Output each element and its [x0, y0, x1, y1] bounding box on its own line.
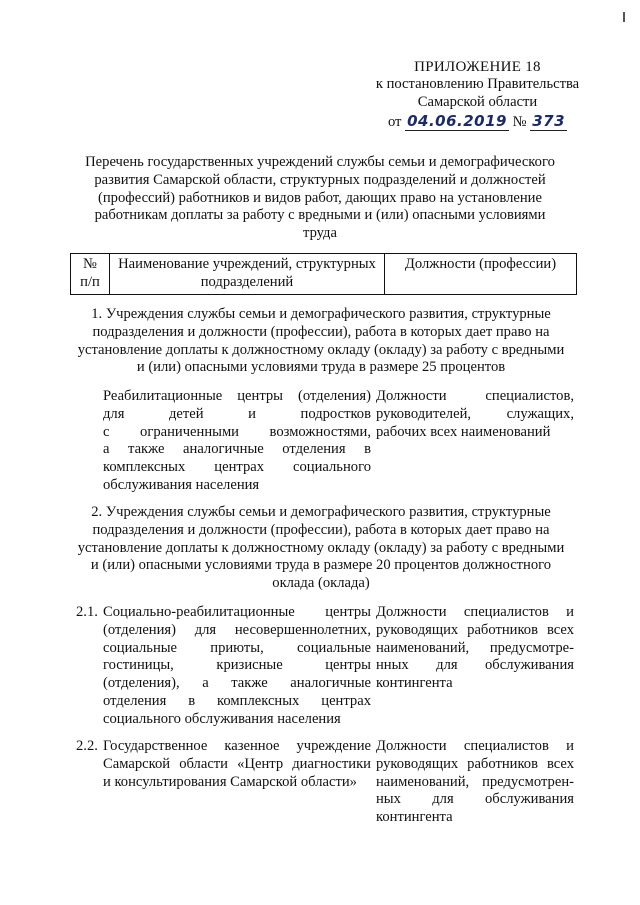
- row-institution-line: (отделения), а также аналогичные: [103, 675, 371, 692]
- row-positions-line: наименований, предусмотрен-: [376, 773, 574, 790]
- title-line: труда: [303, 225, 337, 242]
- header-name-cell: [110, 254, 385, 295]
- header-num-cell: [71, 254, 110, 295]
- row-positions-line: Должности специалистов и: [376, 604, 574, 620]
- row-positions-line: руководителей, служащих,: [376, 405, 574, 422]
- row-positions-line: рабочих всех наименований: [376, 423, 551, 440]
- row-number: 2.1.: [76, 604, 98, 620]
- section-2-line: оклада (оклада): [272, 575, 370, 592]
- header-name-2: подразделений: [200, 273, 294, 290]
- row-institution-line: гостиницы, кризисные центры: [103, 657, 371, 674]
- row-positions-line: руководящих работников всех: [376, 755, 574, 772]
- section-2-line: подразделения и должности (профессии), работа в которых дает право на: [92, 521, 550, 538]
- appendix-line-2: Самарской области: [417, 94, 538, 111]
- date-prefix: от: [387, 113, 402, 130]
- appendix-date-row: [345, 112, 610, 132]
- row-institution-line: для детей и подростков: [103, 405, 371, 422]
- row-institution-line: и консультирования Самарской области»: [103, 773, 357, 790]
- row-institution-line: Социально-реабилитационные центры: [103, 604, 371, 620]
- section-1-line: и (или) опасными условиями труда в размере 25 процентов: [136, 359, 506, 376]
- row-positions-line: нных для обслуживания: [376, 657, 574, 674]
- header-positions: Должности (профессии): [404, 256, 557, 272]
- table-header-row: [71, 254, 577, 295]
- row-positions-line: контингента: [376, 675, 453, 692]
- title-line: Перечень государственных учреждений службы семьи и демографического: [85, 154, 555, 170]
- row-institution-line: (отделения) для несовершеннолетних,: [103, 621, 371, 638]
- section-2-line: установление доплаты к должностному окладу (окладу) за работу с вредными: [77, 539, 565, 556]
- title-line: работникам доплаты за работу с вредными и (или) опасными условиями: [94, 207, 546, 224]
- row-institution-line: обслуживания населения: [103, 476, 260, 493]
- header-num-2: п/п: [80, 273, 100, 290]
- row-institution-line: с ограниченными возможностями,: [103, 423, 371, 440]
- appendix-line-1: к постановлению Правительства: [375, 76, 580, 93]
- row-positions-line: Должности специалистов и: [376, 738, 574, 754]
- row-institution-line: Реабилитационные центры (отделения): [103, 388, 371, 404]
- row-institution-line: Государственное казенное учреждение: [103, 738, 371, 754]
- row-institution-line: Самарской области «Центр диагностики: [103, 755, 371, 772]
- section-1-line: 1. Учреждения службы семьи и демографического развития, структурные: [91, 306, 551, 322]
- number-handwritten: 373: [532, 111, 566, 130]
- table-header: [70, 253, 577, 295]
- section-1-heading: [62, 306, 580, 377]
- section-1-line: подразделения и должности (профессии), работа в которых дает право на: [92, 323, 550, 340]
- header-positions-cell: [385, 254, 577, 295]
- title-line: развития Самарской области, структурных подразделений и должностей: [94, 171, 546, 188]
- header-num-1: №: [83, 256, 97, 272]
- appendix-title: ПРИЛОЖЕНИЕ 18: [414, 59, 541, 75]
- scan-mark: [623, 12, 625, 22]
- row-institution-line: социальные приюты, социальные: [103, 639, 371, 656]
- appendix-header: [345, 58, 610, 132]
- date-handwritten: 04.06.2019: [407, 111, 507, 130]
- row-number: 2.2.: [76, 738, 98, 754]
- row-institution: [103, 388, 371, 495]
- row-positions-line: Должности специалистов,: [376, 388, 574, 404]
- row-institution: [103, 604, 371, 729]
- row-institution: [103, 738, 371, 791]
- row-institution-line: комплексных центрах социального: [103, 459, 371, 476]
- section-1-line: установление доплаты к должностному окладу (окладу) за работу с вредными: [77, 341, 565, 358]
- header-name-1: Наименование учреждений, структурных: [118, 256, 376, 272]
- row-positions-line: ных для обслуживания: [376, 791, 574, 808]
- row-positions: [376, 604, 574, 693]
- row-positions: [376, 738, 574, 827]
- row-positions-line: руководящих работников всех: [376, 621, 574, 638]
- row-positions: [376, 388, 574, 441]
- title-line: (профессий) работников и видов работ, дающих право на установление: [98, 189, 542, 206]
- row-institution-line: а также аналогичные отделения в: [103, 441, 371, 458]
- row-positions-line: контингента: [376, 809, 453, 826]
- row-positions-line: наименований, предусмотре-: [376, 639, 574, 656]
- document-title: [70, 154, 570, 243]
- section-2-line: и (или) опасными условиями труда в размере 20 процентов должностного: [90, 557, 552, 574]
- section-2-heading: [62, 504, 580, 593]
- row-institution-line: социального обслуживания населения: [103, 710, 341, 727]
- row-institution-line: отделения в комплексных центрах: [103, 692, 371, 709]
- section-2-line: 2. Учреждения службы семьи и демографического развития, структурные: [91, 504, 551, 520]
- number-prefix: №: [512, 113, 527, 130]
